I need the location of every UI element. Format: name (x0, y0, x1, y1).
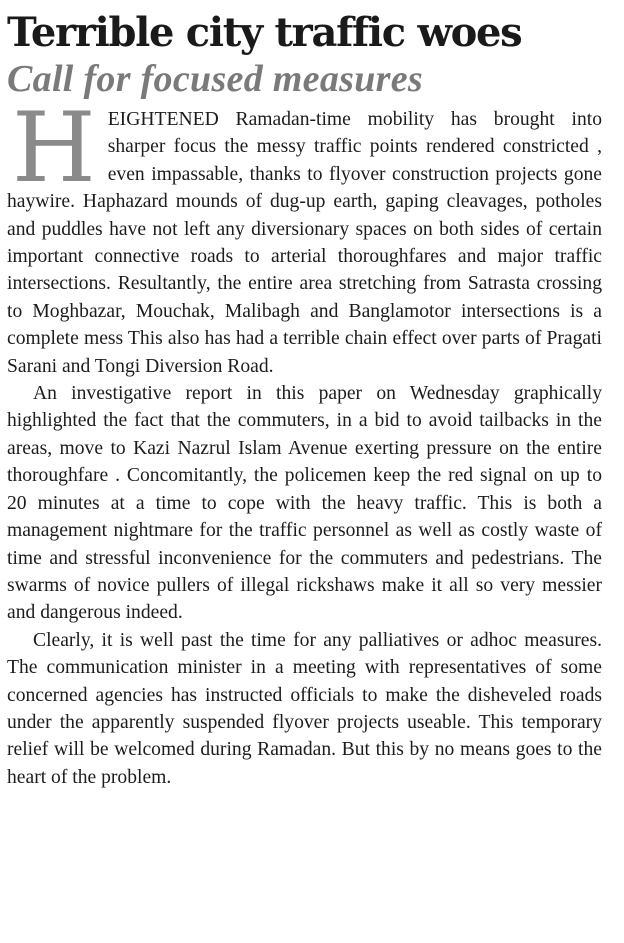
paragraph-1-text: EIGHTENED Ramadan-time mobility has brought into sharper focus the messy traffic points rendered constricted , even impassable, thanks to flyover construction projects gone haywire. Haphazard mounds of dug-up earth, gaping cleavages, potholes and puddles have not left any diversionary spaces on both sides of certain important connective roads to arterial thoroughfares and major traffic intersections. Resultantly, the entire area stretching from Satrasta crossing to Moghbazar, Mouchak, Malibagh and Banglamotor intersections is a complete mess This also has had a terrible chain effect over parts of Pragati Sarani and Tongi Diversion Road. (7, 109, 602, 377)
article-body (7, 92, 602, 791)
drop-cap: H (12, 92, 96, 204)
paragraph-2: An investigative report in this paper on Wednesday graphically highlighted the fact that the commuters, in a bid to avoid tailbacks in the areas, move to Kazi Nazrul Islam Avenue exerting pressure on the entire thoroughfare . Concomitantly, the policemen keep the red signal on up to 20 minutes at a time to cope with the heavy traffic. This is both a management nightmare for the traffic personnel as well as costly waste of time and stressful inconvenience for the commuters and pedestrians. The swarms of novice pullers of illegal rickshaws make it all so very messier and dangerous indeed. (7, 383, 602, 624)
paragraph-1 (7, 92, 602, 380)
paragraph-3: Clearly, it is well past the time for any palliatives or adhoc measures. The communication minister in a meeting with representatives of some concerned agencies has instructed officials to make the disheveled roads under the apparently suspended flyover projects useable. This temporary relief will be welcomed during Ramadan. But this by no means goes to the heart of the problem. (7, 629, 602, 788)
subheadline: Call for focused measures (7, 58, 423, 100)
headline: Terrible city traffic woes (7, 9, 522, 56)
